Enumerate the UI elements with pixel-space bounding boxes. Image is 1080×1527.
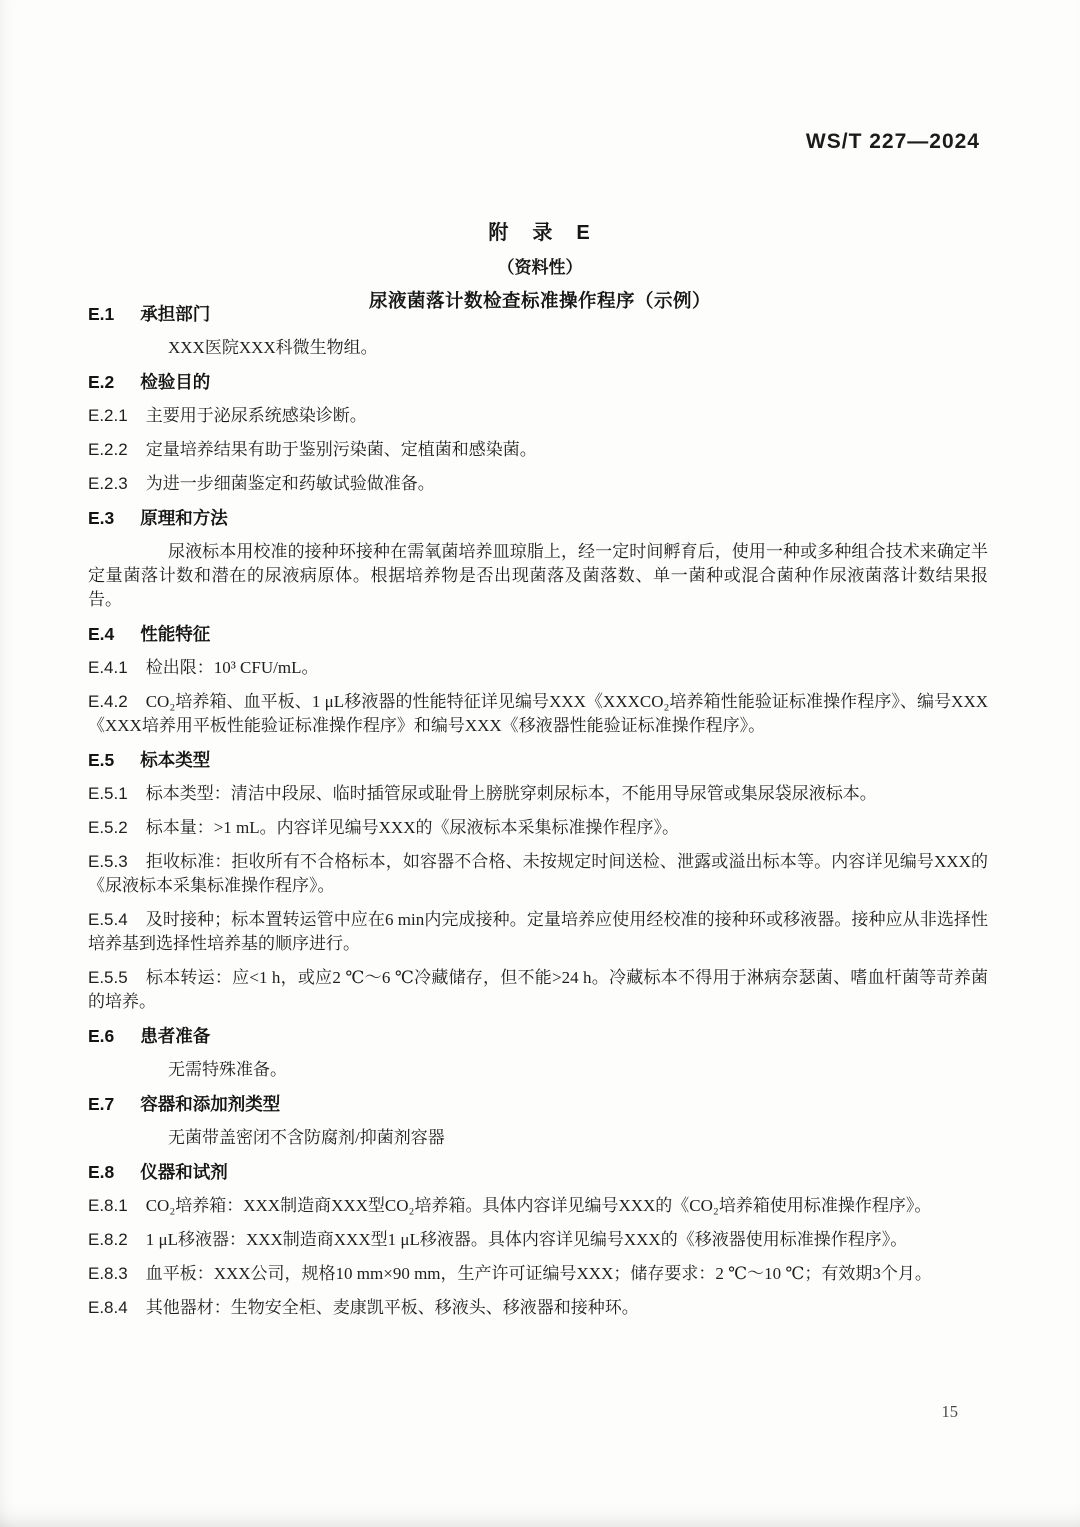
clause-e8-4 xyxy=(88,1296,988,1320)
clause-number: E.4 xyxy=(88,624,115,644)
clause-e2-1 xyxy=(88,404,988,428)
clause-e8-2 xyxy=(88,1228,988,1252)
clause-e2-2 xyxy=(88,438,988,462)
appendix-type: （资料性） xyxy=(497,258,583,277)
clause-e5-3 xyxy=(88,850,988,898)
clause-number: E.4.1 xyxy=(88,658,128,677)
clause-number: E.1 xyxy=(88,304,115,324)
section-heading-e2 xyxy=(88,370,988,394)
clause-text: 血平板：XXX公司，规格10 mm×90 mm，生产许可证编号XXX；储存要求：2 ℃～10 ℃；有效期3个月。 xyxy=(145,1264,932,1283)
clause-number: E.2.3 xyxy=(88,474,128,493)
paragraph: XXX医院XXX科微生物组。 xyxy=(168,338,378,357)
clause-number: E.5.4 xyxy=(88,910,128,929)
clause-number: E.8.1 xyxy=(88,1196,128,1215)
clause-number: E.8 xyxy=(88,1162,115,1182)
standard-number: WS/T 227—2024 xyxy=(805,130,980,153)
clause-number: E.5 xyxy=(88,750,115,770)
clause-number: E.2.2 xyxy=(88,440,128,459)
clause-number: E.8.3 xyxy=(88,1264,128,1283)
clause-text: CO₂培养箱、血平板、1 μL移液器的性能特征详见编号XXX《XXXCO₂培养箱性能验证标准操作程序》、编号XXX《XXX培养用平板性能验证标准操作程序》和编号XXX《移液器性能验证标准操作程序》。 xyxy=(88,692,988,735)
clause-text: 主要用于泌尿系统感染诊断。 xyxy=(145,406,367,425)
clause-e4-1 xyxy=(88,656,988,680)
clause-text: CO₂培养箱：XXX制造商XXX型CO₂培养箱。具体内容详见编号XXX的《CO₂培养箱使用标准操作程序》。 xyxy=(145,1196,932,1215)
clause-number: E.4.2 xyxy=(88,692,128,711)
clause-number: E.2 xyxy=(88,372,115,392)
clause-text: 1 μL移液器：XXX制造商XXX型1 μL移液器。具体内容详见编号XXX的《移液器使用标准操作程序》。 xyxy=(145,1230,908,1249)
section-heading-e3 xyxy=(88,506,988,530)
clause-number: E.3 xyxy=(88,508,115,528)
clause-e5-5 xyxy=(88,966,988,1014)
clause-e8-1 xyxy=(88,1194,988,1218)
clause-text: 标本量：>1 mL。内容详见编号XXX的《尿液标本采集标准操作程序》。 xyxy=(145,818,679,837)
paragraph: 尿液标本用校准的接种环接种在需氧菌培养皿琼脂上，经一定时间孵育后，使用一种或多种组合技术来确定半定量菌落计数和潜在的尿液病原体。根据培养物是否出现菌落及菌落数、单一菌种或混合菌种作尿液菌落计数结果报告。 xyxy=(88,542,988,609)
clause-text: 其他器材：生物安全柜、麦康凯平板、移液头、移液器和接种环。 xyxy=(145,1298,639,1317)
clause-number: E.2.1 xyxy=(88,406,128,425)
clause-number: E.8.4 xyxy=(88,1298,128,1317)
section-heading-e1 xyxy=(88,302,988,326)
clause-e4-2 xyxy=(88,690,988,738)
clause-number: E.5.1 xyxy=(88,784,128,803)
appendix-title-block xyxy=(0,216,1080,313)
section-heading-e8 xyxy=(88,1160,988,1184)
clause-number: E.5.5 xyxy=(88,968,128,987)
section-title: 检验目的 xyxy=(140,372,211,392)
paragraph: 无需特殊准备。 xyxy=(168,1060,287,1079)
section-title: 性能特征 xyxy=(140,624,211,644)
clause-number: E.7 xyxy=(88,1094,115,1114)
appendix-heading: 附 录 E xyxy=(488,222,592,244)
clause-number: E.8.2 xyxy=(88,1230,128,1249)
document-body xyxy=(88,300,988,1330)
section-title: 标本类型 xyxy=(140,750,211,770)
section-title: 仪器和试剂 xyxy=(140,1162,228,1182)
clause-text: 检出限：10³ CFU/mL。 xyxy=(145,658,319,677)
clause-number: E.6 xyxy=(88,1026,115,1046)
section-title: 承担部门 xyxy=(140,304,211,324)
clause-e5-4 xyxy=(88,908,988,956)
clause-e5-2 xyxy=(88,816,988,840)
clause-text: 标本类型：清洁中段尿、临时插管尿或耻骨上膀胱穿刺尿标本，不能用导尿管或集尿袋尿液标本。 xyxy=(145,784,877,803)
section-heading-e5 xyxy=(88,748,988,772)
clause-text: 标本转运：应<1 h，或应2 ℃～6 ℃冷藏储存，但不能>24 h。冷藏标本不得用于淋病奈瑟菌、嗜血杆菌等苛养菌的培养。 xyxy=(88,968,988,1011)
clause-e5-1 xyxy=(88,782,988,806)
section-title: 容器和添加剂类型 xyxy=(140,1094,281,1114)
clause-number: E.5.3 xyxy=(88,852,128,871)
clause-text: 及时接种；标本置转运管中应在6 min内完成接种。定量培养应使用经校准的接种环或移液器。接种应从非选择性培养基到选择性培养基的顺序进行。 xyxy=(88,910,988,953)
clause-e2-3 xyxy=(88,472,988,496)
section-title: 原理和方法 xyxy=(140,508,228,528)
clause-text: 为进一步细菌鉴定和药敏试验做准备。 xyxy=(145,474,435,493)
paragraph: 无菌带盖密闭不含防腐剂/抑菌剂容器 xyxy=(168,1128,445,1147)
section-heading-e4 xyxy=(88,622,988,646)
section-heading-e6 xyxy=(88,1024,988,1048)
clause-text: 定量培养结果有助于鉴别污染菌、定植菌和感染菌。 xyxy=(145,440,537,459)
appendix-subtitle: 尿液菌落计数检查标准操作程序（示例） xyxy=(368,290,711,311)
clause-text: 拒收标准：拒收所有不合格标本，如容器不合格、未按规定时间送检、泄露或溢出标本等。内容详见编号XXX的《尿液标本采集标准操作程序》。 xyxy=(88,852,988,895)
section-title: 患者准备 xyxy=(140,1026,211,1046)
page-number: 15 xyxy=(941,1402,958,1421)
clause-number: E.5.2 xyxy=(88,818,128,837)
section-heading-e7 xyxy=(88,1092,988,1116)
clause-e8-3 xyxy=(88,1262,988,1286)
